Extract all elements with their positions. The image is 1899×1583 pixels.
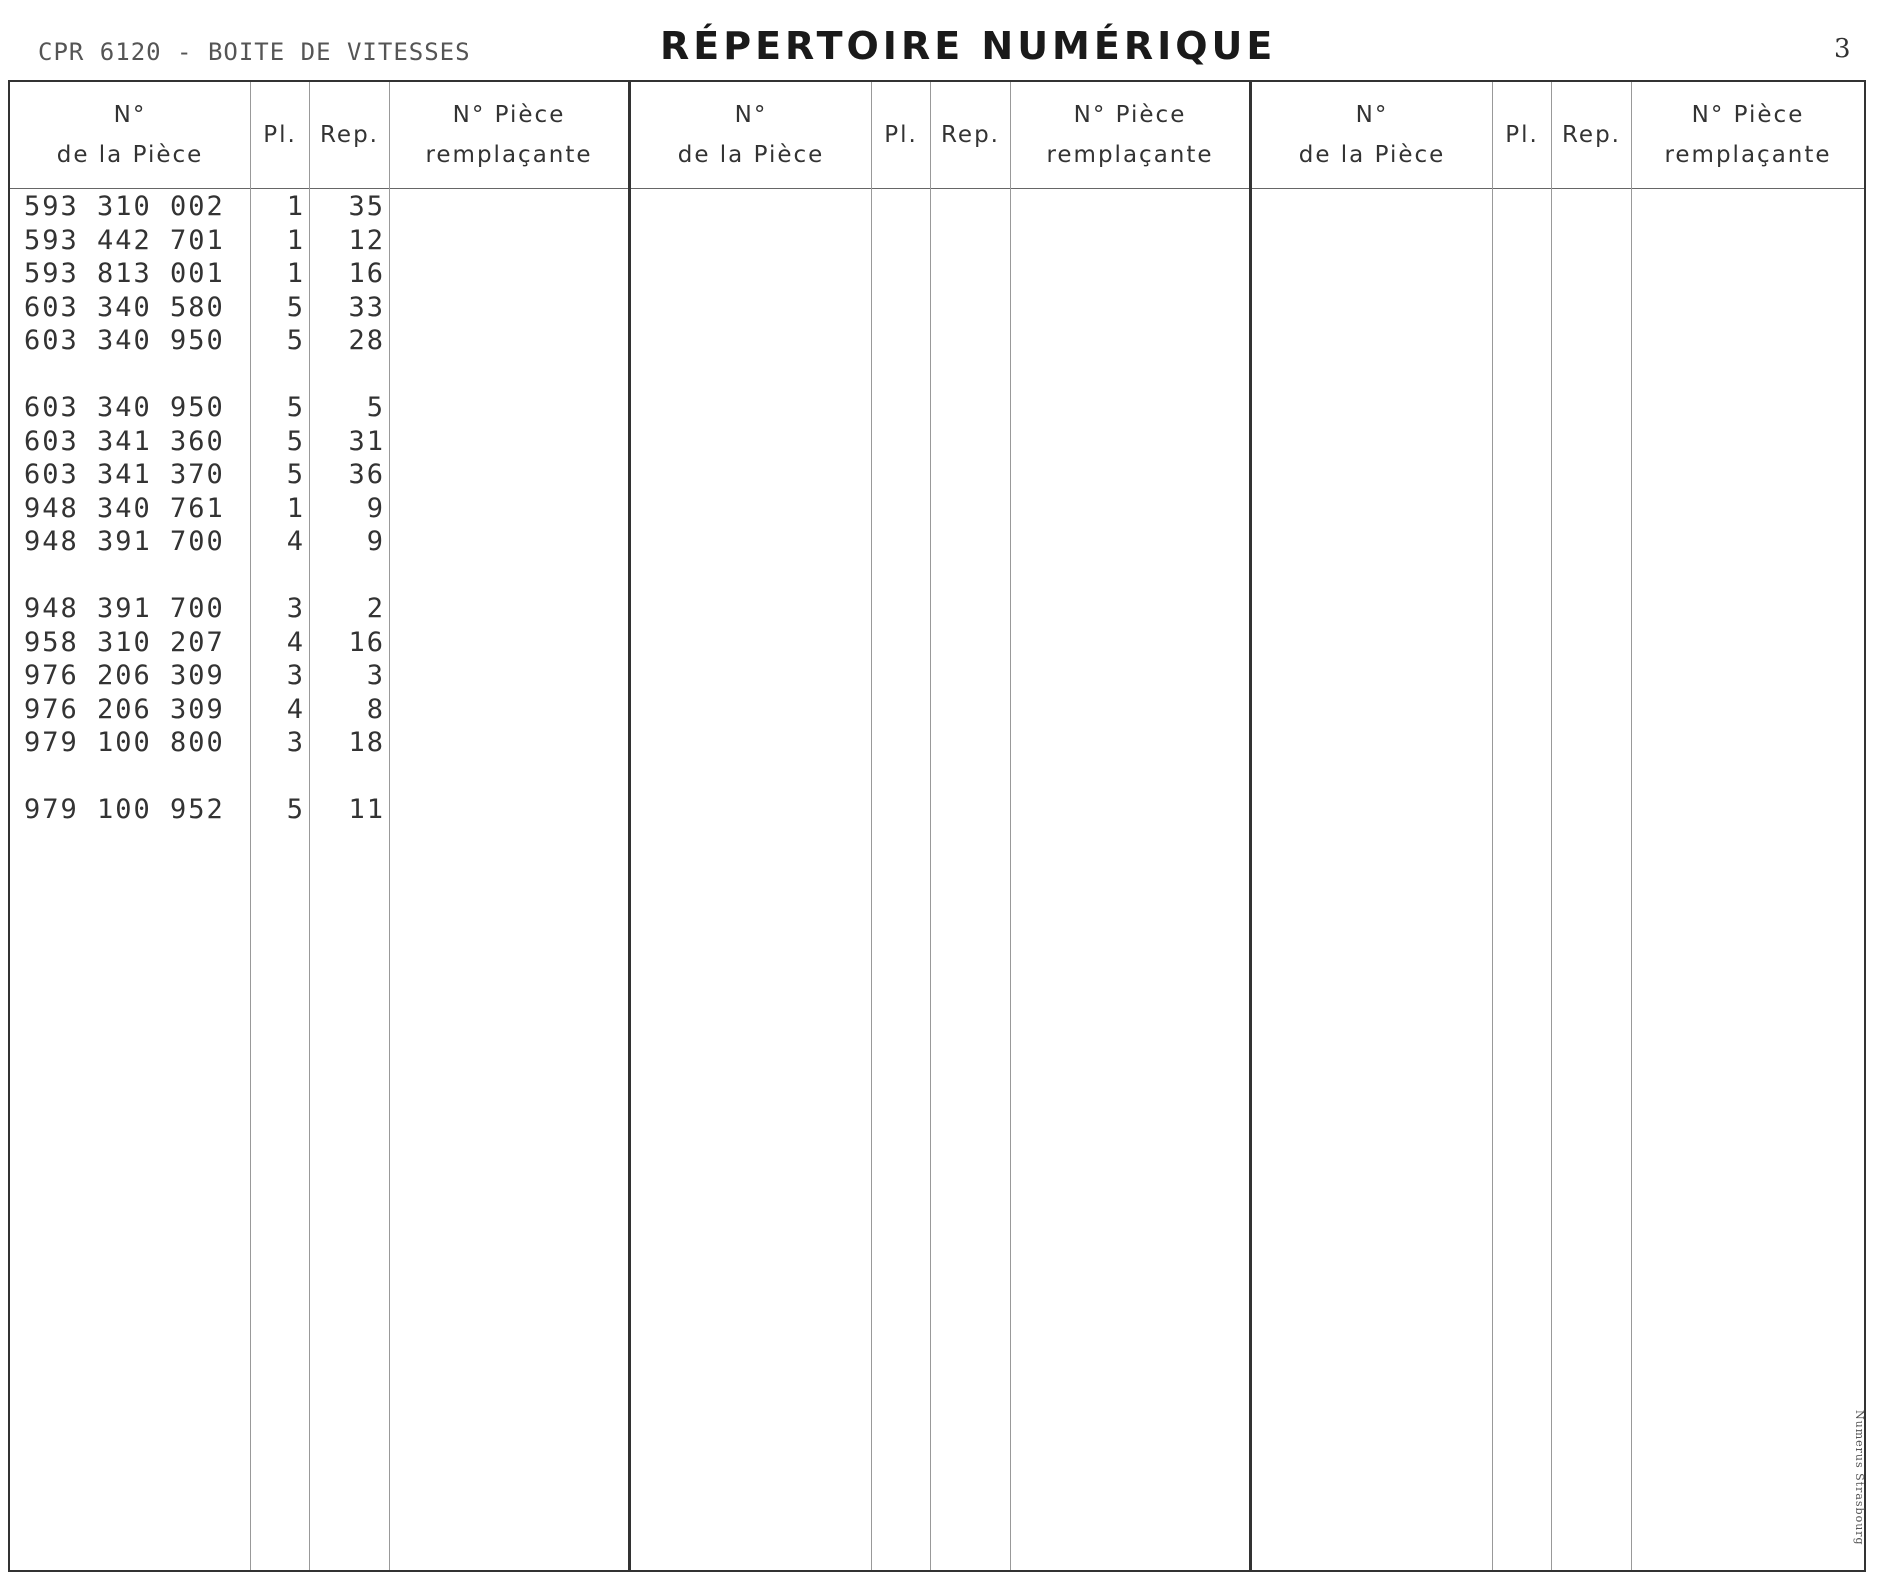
part-number-cell: 979 100 800 bbox=[24, 727, 225, 758]
reference-cell: 9 bbox=[366, 526, 385, 557]
reference-header bbox=[310, 82, 389, 189]
plate-column bbox=[872, 82, 931, 1570]
reference-cell: 36 bbox=[348, 459, 385, 490]
part-number-header bbox=[1252, 82, 1492, 189]
plate-cell: 4 bbox=[286, 693, 305, 725]
reference-cell: 16 bbox=[348, 626, 385, 658]
header-label: N° bbox=[734, 102, 768, 128]
part-number-column bbox=[10, 82, 251, 1570]
reference-cell: 12 bbox=[348, 224, 385, 256]
replacement-header bbox=[1632, 82, 1864, 189]
replacement-column bbox=[1011, 82, 1249, 1570]
header-label: remplaçante bbox=[425, 142, 593, 168]
reference-cell: 28 bbox=[348, 325, 385, 356]
reference-column bbox=[931, 82, 1011, 1570]
header-label: remplaçante bbox=[1664, 142, 1832, 168]
reference-cell: 33 bbox=[348, 291, 385, 323]
plate-cell: 5 bbox=[286, 459, 305, 490]
part-number-cell: 593 442 701 bbox=[24, 224, 225, 256]
part-number-cell: 603 341 370 bbox=[24, 459, 225, 490]
part-number-cell: 948 340 761 bbox=[24, 492, 225, 524]
plate-cell: 3 bbox=[286, 660, 305, 691]
reference-header bbox=[1552, 82, 1631, 189]
reference-cell: 31 bbox=[348, 425, 385, 457]
plate-cell: 4 bbox=[286, 526, 305, 557]
header-label: de la Pièce bbox=[56, 142, 204, 168]
replacement-header bbox=[390, 82, 628, 189]
header-label: Rep. bbox=[940, 122, 1000, 148]
part-number-cell: 979 100 952 bbox=[24, 794, 225, 825]
plate-cell: 1 bbox=[286, 492, 305, 524]
printer-credit: Numerus Strasbourg bbox=[1853, 1410, 1866, 1546]
part-number-cell: 593 310 002 bbox=[24, 191, 225, 222]
table-panel-3 bbox=[1252, 82, 1864, 1570]
plate-cell: 5 bbox=[286, 425, 305, 457]
plate-cell: 3 bbox=[286, 593, 305, 624]
header-label: Rep. bbox=[1561, 122, 1621, 148]
reference-cell: 18 bbox=[348, 727, 385, 758]
reference-cell: 2 bbox=[366, 593, 385, 624]
part-number-cell: 976 206 309 bbox=[24, 693, 225, 725]
plate-cell: 1 bbox=[286, 224, 305, 256]
reference-cell: 16 bbox=[348, 258, 385, 289]
table-panel-1 bbox=[10, 82, 631, 1570]
document-reference: CPR 6120 - BOITE DE VITESSES bbox=[38, 38, 471, 66]
plate-cell: 5 bbox=[286, 392, 305, 423]
part-number-cell: 948 391 700 bbox=[24, 593, 225, 624]
header-label: remplaçante bbox=[1046, 142, 1214, 168]
part-number-cell: 593 813 001 bbox=[24, 258, 225, 289]
parts-table bbox=[8, 80, 1866, 1572]
part-number-header bbox=[10, 82, 250, 189]
header-label: N° Pièce bbox=[1073, 102, 1187, 128]
part-number-cell: 976 206 309 bbox=[24, 660, 225, 691]
plate-cell: 5 bbox=[286, 794, 305, 825]
reference-cell: 8 bbox=[366, 693, 385, 725]
plate-header bbox=[1493, 82, 1551, 189]
plate-column bbox=[251, 82, 310, 1570]
plate-cell: 5 bbox=[286, 291, 305, 323]
part-number-cell: 948 391 700 bbox=[24, 526, 225, 557]
table-panel-2 bbox=[631, 82, 1252, 1570]
header-label: N° bbox=[1355, 102, 1389, 128]
header-label: Pl. bbox=[884, 122, 918, 148]
reference-cell: 11 bbox=[348, 794, 385, 825]
plate-cell: 3 bbox=[286, 727, 305, 758]
plate-cell: 5 bbox=[286, 325, 305, 356]
reference-cell: 35 bbox=[348, 191, 385, 222]
header-label: N° bbox=[113, 102, 147, 128]
header-label: Rep. bbox=[319, 122, 379, 148]
replacement-column bbox=[1632, 82, 1864, 1570]
replacement-column bbox=[390, 82, 628, 1570]
plate-header bbox=[251, 82, 309, 189]
reference-cell: 5 bbox=[366, 392, 385, 423]
plate-column bbox=[1493, 82, 1552, 1570]
part-number-cell: 603 340 950 bbox=[24, 325, 225, 356]
reference-column bbox=[310, 82, 390, 1570]
plate-header bbox=[872, 82, 930, 189]
page-title: RÉPERTOIRE NUMÉRIQUE bbox=[660, 24, 1277, 68]
part-number-cell: 958 310 207 bbox=[24, 626, 225, 658]
reference-cell: 9 bbox=[366, 492, 385, 524]
replacement-header bbox=[1011, 82, 1249, 189]
part-number-cell: 603 340 580 bbox=[24, 291, 225, 323]
page-number: 3 bbox=[1834, 34, 1851, 64]
part-number-header bbox=[631, 82, 871, 189]
header-label: Pl. bbox=[1505, 122, 1539, 148]
header-label: Pl. bbox=[263, 122, 297, 148]
part-number-cell: 603 341 360 bbox=[24, 425, 225, 457]
plate-cell: 1 bbox=[286, 258, 305, 289]
plate-cell: 1 bbox=[286, 191, 305, 222]
header-label: de la Pièce bbox=[1298, 142, 1446, 168]
plate-cell: 4 bbox=[286, 626, 305, 658]
part-number-column bbox=[631, 82, 872, 1570]
reference-cell: 3 bbox=[366, 660, 385, 691]
header-label: N° Pièce bbox=[1691, 102, 1805, 128]
reference-column bbox=[1552, 82, 1632, 1570]
header-label: N° Pièce bbox=[452, 102, 566, 128]
part-number-column bbox=[1252, 82, 1493, 1570]
part-number-cell: 603 340 950 bbox=[24, 392, 225, 423]
header-label: de la Pièce bbox=[677, 142, 825, 168]
reference-header bbox=[931, 82, 1010, 189]
